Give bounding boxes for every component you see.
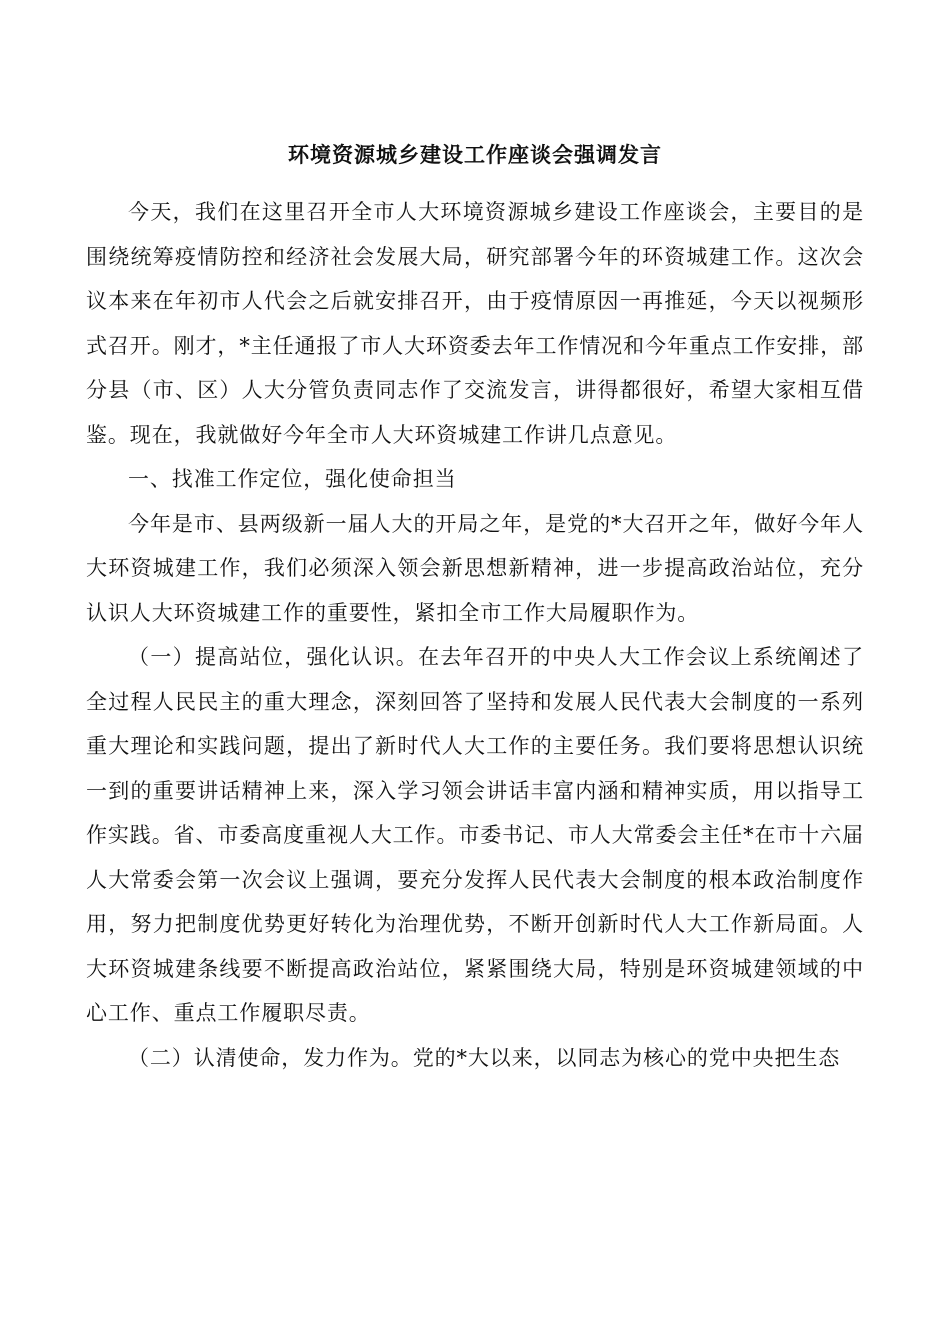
paragraph-subsection-1: （一）提高站位，强化认识。在去年召开的中央人大工作会议上系统阐述了全过程人民民主的重大理念，深刻回答了坚持和发展人民代表大会制度的一系列重大理论和实践问题，提出了新时代人大工作的主要任务。我们要将思想认识统一到的重要讲话精神上来，深入学习领会讲话丰富内涵和精神实质，用以指导工作实践。省、市委高度重视人大工作。市委书记、市人大常委会主任*在市十六届人大常委会第一次会议上强调，要充分发挥人民代表大会制度的根本政治制度作用，努力把制度优势更好转化为治理优势，不断开创新时代人大工作新局面。人大环资城建条线要不断提高政治站位，紧紧围绕大局，特别是环资城建领域的中心工作、重点工作履职尽责。 <box>86 645 864 1025</box>
paragraph-subsection-2: （二）认清使命，发力作为。党的*大以来，以同志为核心的党中央把生态 <box>128 1045 841 1070</box>
section-heading-1: 一、找准工作定位，强化使命担当 <box>128 467 457 491</box>
document-body <box>86 190 864 1080</box>
document-page <box>86 0 864 1344</box>
document-title: 环境资源城乡建设工作座谈会强调发言 <box>288 142 662 167</box>
paragraph-intro: 今天，我们在这里召开全市人大环境资源城乡建设工作座谈会，主要目的是围绕统筹疫情防控和经济社会发展大局，研究部署今年的环资城建工作。这次会议本来在年初市人代会之后就安排召开，由于疫情原因一再推延，今天以视频形式召开。刚才，*主任通报了市人大环资委去年工作情况和今年重点工作安排，部分县（市、区）人大分管负责同志作了交流发言，讲得都很好，希望大家相互借鉴。现在，我就做好今年全市人大环资城建工作讲几点意见。 <box>86 200 864 447</box>
paragraph-section-1: 今年是市、县两级新一届人大的开局之年，是党的*大召开之年，做好今年人大环资城建工作，我们必须深入领会新思想新精神，进一步提高政治站位，充分认识人大环资城建工作的重要性，紧扣全市工作大局履职作为。 <box>86 511 864 625</box>
